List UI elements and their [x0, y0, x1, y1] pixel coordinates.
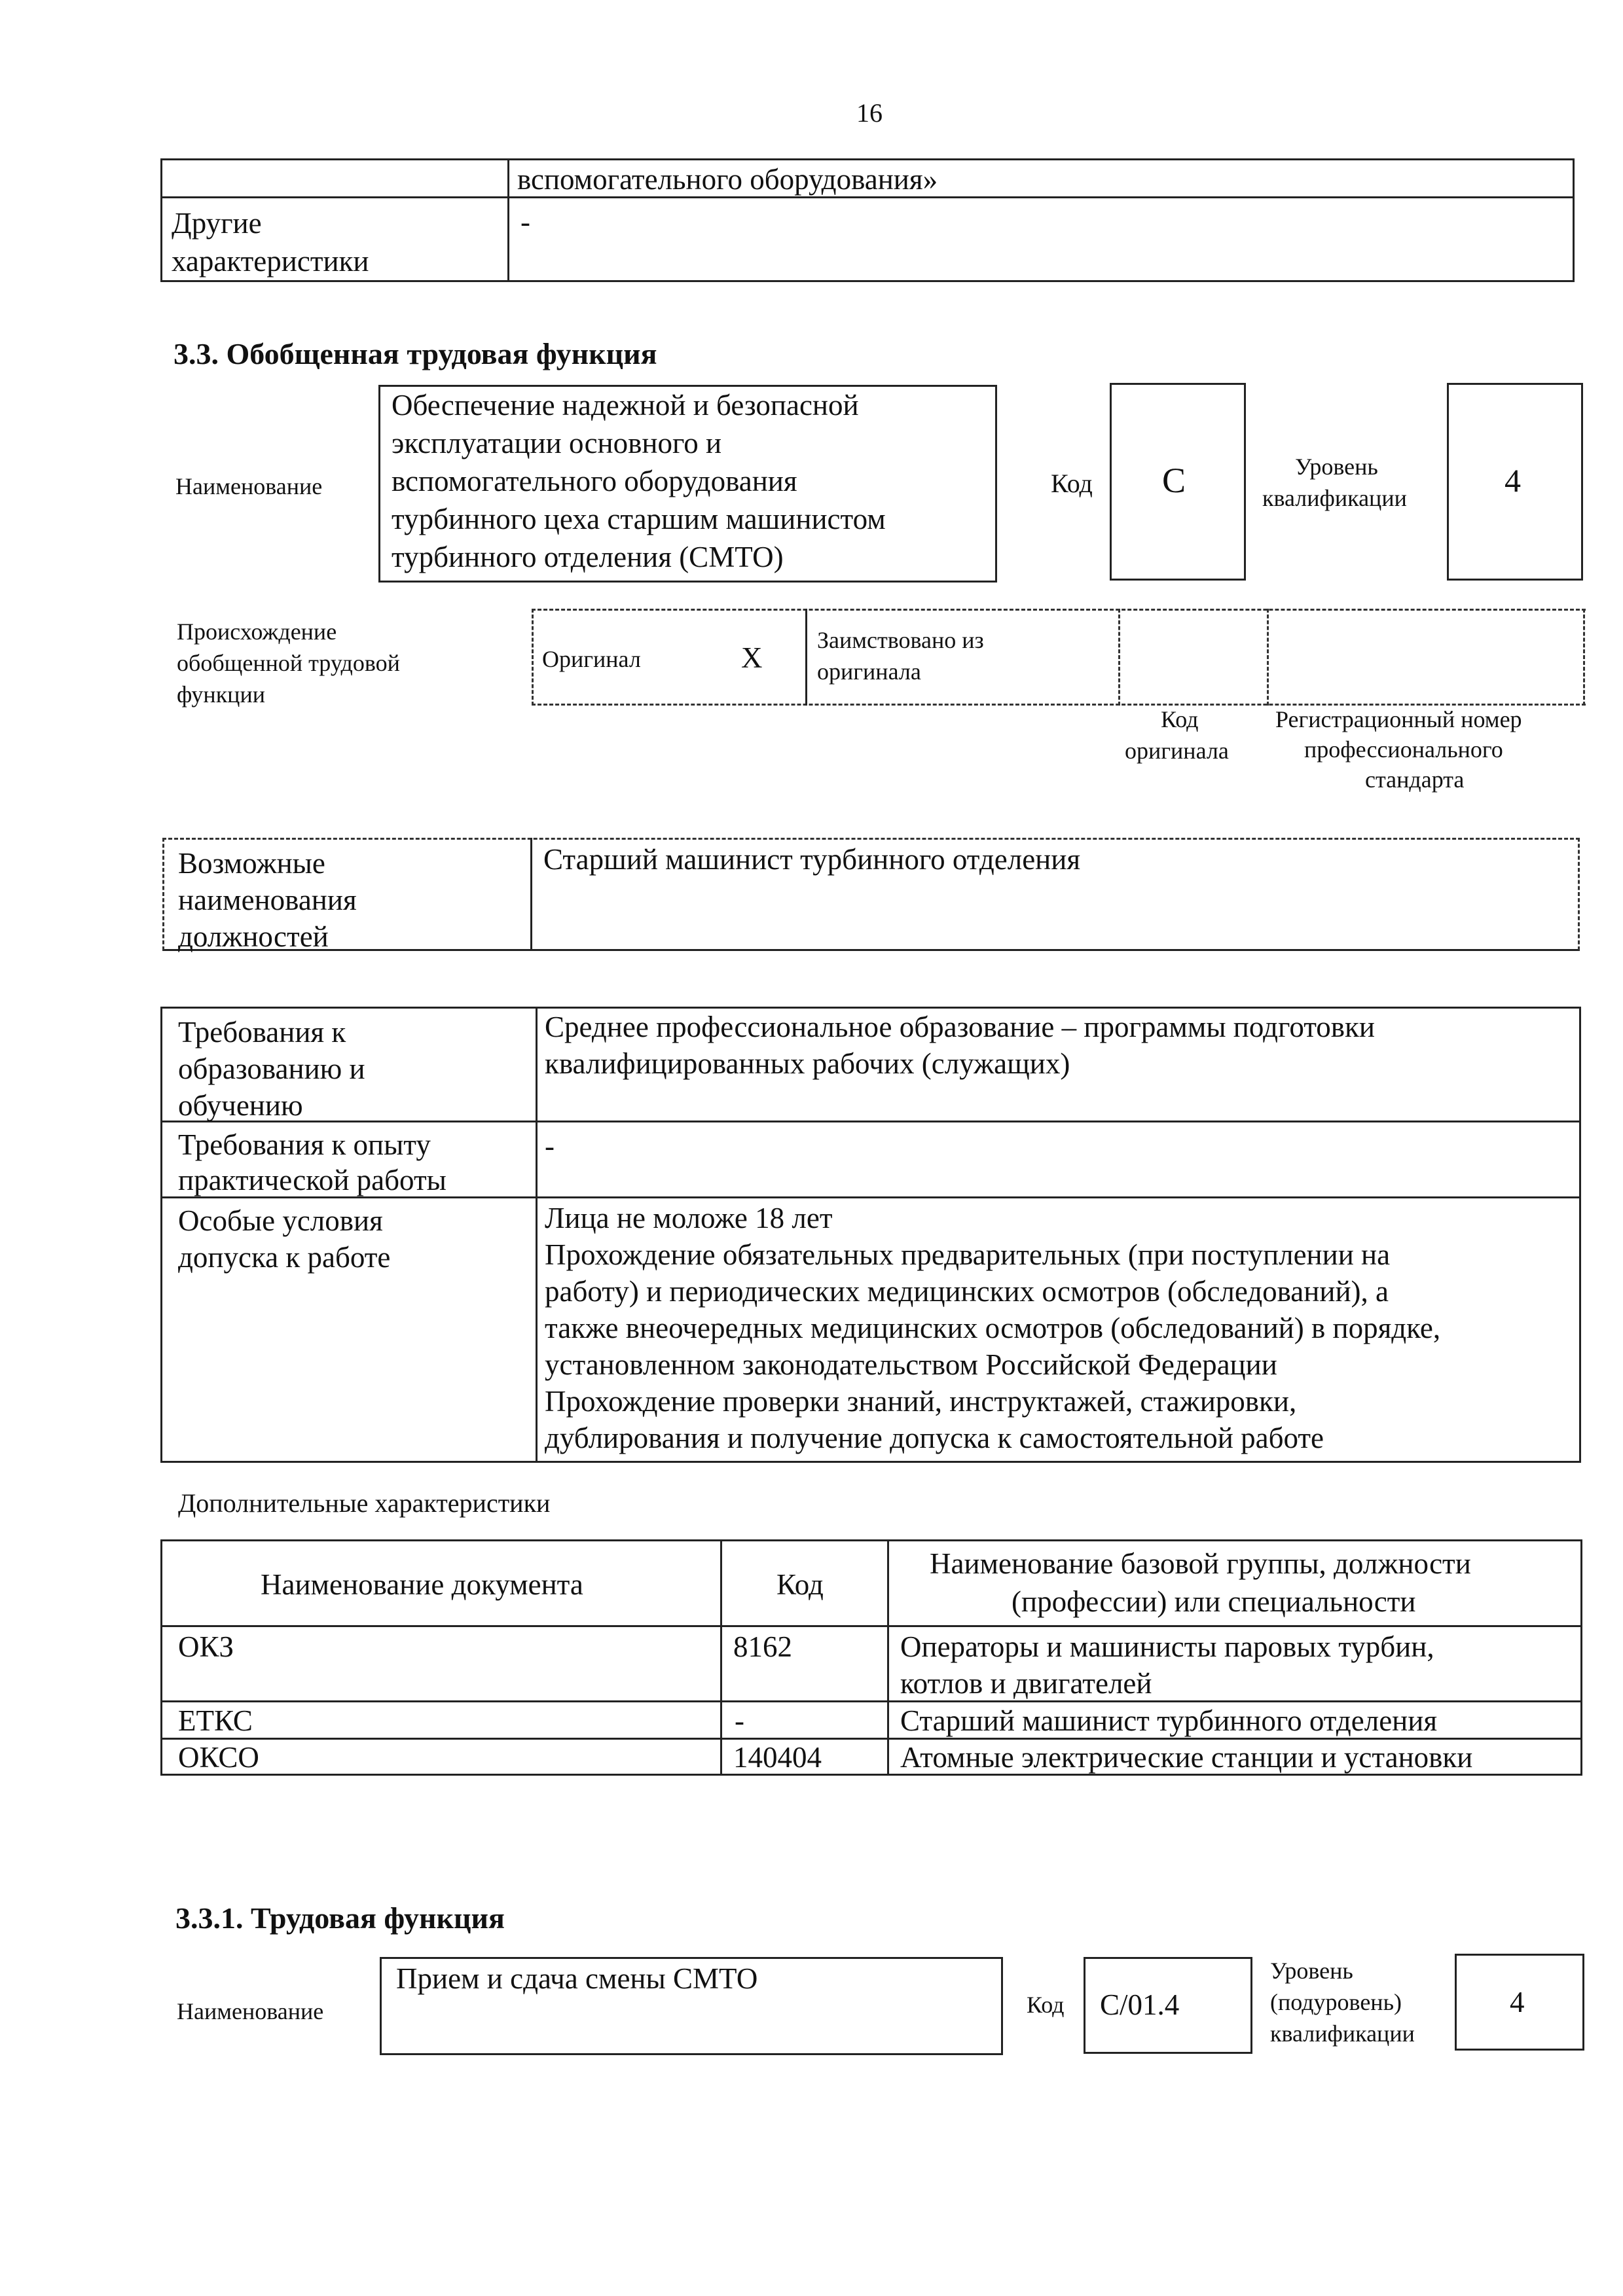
special-value-1: Лица не моложе 18 лет — [545, 1202, 833, 1234]
row-code: - — [735, 1704, 744, 1737]
col-name-header-2: (профессии) или специальности — [1012, 1585, 1416, 1618]
original-mark: X — [741, 641, 763, 674]
level-label-1: Уровень — [1295, 454, 1378, 480]
name-line-1: Обеспечение надежной и безопасной — [392, 389, 859, 422]
education-value-1: Среднее профессиональное образование – программы подготовки — [545, 1011, 1375, 1043]
level-label-331-1: Уровень — [1270, 1958, 1353, 1984]
special-value-3: работу) и периодических медицинских осмотров (обследований), а — [545, 1275, 1389, 1308]
original-label: Оригинал — [542, 646, 641, 672]
code-label: Код — [1051, 469, 1093, 498]
col-name-header-1: Наименование базовой группы, должности — [930, 1547, 1471, 1580]
education-label-1: Требования к — [178, 1016, 346, 1049]
level-label-2: квалификации — [1262, 485, 1407, 511]
positions-label-2: наименования — [178, 884, 357, 916]
row-doc: ОКЗ — [178, 1630, 234, 1663]
section-331-heading: 3.3.1. Трудовая функция — [175, 1901, 505, 1935]
other-characteristics-value: - — [520, 206, 530, 238]
name-line-4: турбинного цеха старшим машинистом — [392, 503, 886, 535]
reg-number-caption-1: Регистрационный номер — [1275, 706, 1522, 732]
row-name-1: Старший машинист турбинного отделения — [900, 1704, 1438, 1737]
level-label-331-3: квалификации — [1270, 2020, 1415, 2047]
row-doc: ОКСО — [178, 1741, 259, 1774]
row-name-1: Операторы и машинисты паровых турбин, — [900, 1630, 1434, 1663]
additional-heading: Дополнительные характеристики — [178, 1488, 551, 1518]
name-line-2: эксплуатации основного и — [392, 427, 722, 459]
col-code-header: Код — [776, 1568, 824, 1601]
experience-label-2: практической работы — [178, 1164, 447, 1196]
special-value-4: также внеочередных медицинских осмотров (обследований) в порядке, — [545, 1312, 1441, 1344]
special-value-6: Прохождение проверки знаний, инструктажей, стажировки, — [545, 1385, 1297, 1418]
special-value-5: установленном законодательством Российской Федерации — [545, 1348, 1277, 1381]
name-label: Наименование — [175, 473, 323, 499]
name-line-5: турбинного отделения (СМТО) — [392, 541, 784, 573]
positions-label-3: должностей — [178, 920, 329, 953]
level-label-331-2: (подуровень) — [1270, 1989, 1402, 2015]
code-label-331: Код — [1027, 1992, 1065, 2018]
other-characteristics-label: Другие — [172, 207, 262, 240]
origin-label-1: Происхождение — [177, 619, 337, 645]
origin-label-3: функции — [177, 681, 265, 708]
name-line-3: вспомогательного оборудования — [392, 465, 797, 497]
borrowed-label-2: оригинала — [817, 658, 921, 685]
special-label-2: допуска к работе — [178, 1241, 391, 1274]
name-label-331: Наименование — [177, 1998, 324, 2024]
education-label-3: обучению — [178, 1089, 303, 1122]
row-doc: ЕТКС — [178, 1704, 253, 1737]
page-number: 16 — [856, 98, 883, 128]
positions-value: Старший машинист турбинного отделения — [543, 843, 1081, 876]
row-name-1: Атомные электрические станции и установки — [900, 1741, 1473, 1774]
positions-label-1: Возможные — [178, 847, 325, 880]
experience-value: - — [545, 1130, 555, 1162]
education-label-2: образованию и — [178, 1052, 365, 1085]
code-original-caption-2: оригинала — [1125, 738, 1229, 764]
col-doc-header: Наименование документа — [261, 1568, 583, 1601]
education-value-2: квалифицированных рабочих (служащих) — [545, 1047, 1070, 1080]
name-value-331: Прием и сдача смены СМТО — [396, 1962, 758, 1995]
level-value: 4 — [1504, 462, 1521, 499]
code-value: С — [1162, 461, 1186, 500]
continued-text: вспомогательного оборудования» — [517, 163, 938, 196]
special-value-7: дублирования и получение допуска к самостоятельной работе — [545, 1422, 1324, 1454]
reg-number-caption-2: профессионального — [1304, 736, 1503, 762]
row-name-2: котлов и двигателей — [900, 1667, 1152, 1700]
special-value-2: Прохождение обязательных предварительных (при поступлении на — [545, 1238, 1391, 1271]
row-code: 8162 — [733, 1630, 792, 1663]
borrowed-label-1: Заимствовано из — [817, 627, 984, 653]
origin-label-2: обобщенной трудовой — [177, 650, 400, 676]
code-value-331: С/01.4 — [1100, 1988, 1180, 2021]
experience-label-1: Требования к опыту — [178, 1128, 431, 1161]
row-code: 140404 — [733, 1741, 822, 1774]
reg-number-caption-3: стандарта — [1365, 766, 1465, 793]
level-value-331: 4 — [1510, 1986, 1525, 2018]
other-characteristics-label-2: характеристики — [172, 245, 369, 278]
code-original-caption-1: Код — [1161, 706, 1199, 732]
special-label-1: Особые условия — [178, 1204, 383, 1237]
section-33-heading: 3.3. Обобщенная трудовая функция — [173, 337, 657, 370]
